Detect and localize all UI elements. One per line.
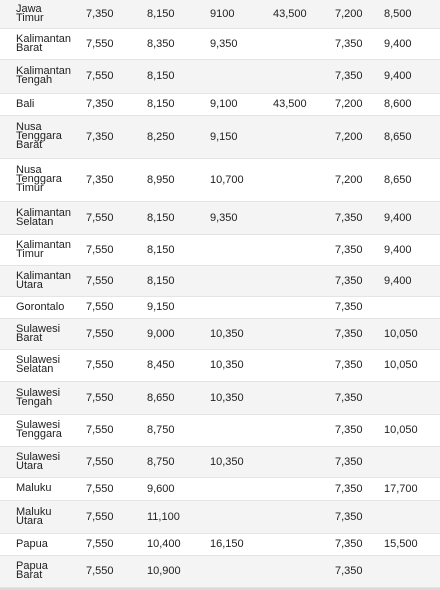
region-name: Sulawesi Tenggara — [16, 419, 62, 440]
region-cell — [0, 349, 84, 381]
table-row — [0, 533, 440, 555]
price-cell-c5: 7,350 — [335, 482, 363, 495]
price-cell-c2: 8,950 — [147, 173, 175, 186]
region-cell — [0, 28, 84, 59]
price-cell-c1: 7,350 — [86, 7, 114, 20]
price-cell-c1: 7,550 — [86, 243, 114, 256]
price-cell-c1: 7,550 — [86, 424, 114, 436]
region-cell — [0, 555, 84, 587]
price-cell-c3: 10,350 — [210, 359, 244, 371]
price-cell-c6: 9,400 — [384, 211, 412, 224]
price-cell-c2: 8,150 — [147, 211, 175, 224]
region-cell — [0, 0, 84, 28]
price-cell-c4 — [271, 446, 333, 477]
price-cell-c6: 9,400 — [384, 243, 412, 256]
price-cell-c2: 10,400 — [147, 538, 181, 550]
price-cell-c6 — [382, 381, 440, 414]
price-cell-c5: 7,350 — [335, 424, 363, 436]
price-cell-c5: 7,350 — [335, 243, 363, 256]
price-cell-c6: 8,650 — [384, 130, 412, 143]
price-cell-c3: 9,350 — [210, 211, 238, 224]
region-cell — [0, 533, 84, 555]
price-cell-c6: 17,700 — [384, 482, 418, 495]
price-cell-c5: 7,350 — [335, 510, 363, 523]
region-name: Kalimantan Barat — [16, 32, 72, 54]
region-name: Kalimantan Selatan — [16, 206, 72, 228]
price-cell-c3 — [208, 500, 271, 533]
table-row — [0, 446, 440, 477]
region-cell — [0, 201, 84, 234]
price-cell-c1: 7,350 — [86, 130, 114, 143]
price-cell-c6 — [382, 500, 440, 533]
table-row — [0, 158, 440, 201]
table-row — [0, 201, 440, 234]
price-cell-c2: 9,000 — [147, 327, 175, 340]
table-row — [0, 28, 440, 59]
price-cell-c5: 7,350 — [335, 37, 363, 50]
table-row — [0, 0, 440, 28]
price-cell-c3: 9100 — [210, 7, 235, 20]
table-row — [0, 381, 440, 414]
price-cell-c1: 7,550 — [86, 510, 114, 523]
price-cell-c6: 10,050 — [384, 424, 418, 436]
price-cell-c5: 7,350 — [335, 211, 363, 224]
price-cell-c5: 7,350 — [335, 274, 363, 287]
price-cell-c1: 7,550 — [86, 37, 114, 50]
price-cell-c1: 7,550 — [86, 327, 114, 340]
price-cell-c1: 7,550 — [86, 301, 114, 313]
price-cell-c1: 7,550 — [86, 70, 114, 82]
price-cell-c6 — [382, 296, 440, 318]
price-cell-c4: 43,500 — [273, 7, 307, 20]
price-cell-c2: 8,750 — [147, 455, 175, 468]
region-cell — [0, 296, 84, 318]
table-row — [0, 477, 440, 500]
table-row — [0, 59, 440, 93]
price-cell-c6: 8,650 — [384, 173, 412, 186]
price-cell-c1: 7,350 — [86, 173, 114, 186]
price-cell-c2: 8,650 — [147, 391, 175, 404]
region-cell — [0, 115, 84, 158]
price-cell-c3 — [208, 477, 271, 500]
price-cell-c2: 8,250 — [147, 130, 175, 143]
price-cell-c5: 7,200 — [335, 98, 363, 110]
region-cell — [0, 446, 84, 477]
price-cell-c4 — [271, 158, 333, 201]
price-cell-c2: 8,150 — [147, 7, 175, 20]
region-name: Kalimantan Tengah — [16, 65, 72, 86]
price-cell-c2: 8,150 — [147, 243, 175, 256]
region-cell — [0, 265, 84, 296]
price-cell-c6: 9,400 — [384, 70, 412, 82]
price-cell-c6: 8,500 — [384, 7, 412, 20]
price-cell-c4 — [271, 500, 333, 533]
price-cell-c4 — [271, 296, 333, 318]
price-cell-c4 — [271, 318, 333, 349]
table-row — [0, 318, 440, 349]
price-cell-c4 — [271, 201, 333, 234]
region-cell — [0, 158, 84, 201]
price-cell-c4 — [271, 59, 333, 93]
table-row — [0, 555, 440, 587]
price-cell-c4 — [271, 115, 333, 158]
region-cell — [0, 93, 84, 115]
region-name: Sulawesi Utara — [16, 450, 61, 472]
region-name: Papua — [16, 537, 48, 550]
price-cell-c5: 7,350 — [335, 391, 363, 404]
price-cell-c4 — [271, 477, 333, 500]
price-cell-c3 — [208, 234, 271, 265]
table-row — [0, 296, 440, 318]
price-cell-c4 — [271, 234, 333, 265]
price-cell-c3 — [208, 265, 271, 296]
price-cell-c6: 15,500 — [384, 538, 418, 550]
price-cell-c3: 10,350 — [210, 327, 244, 340]
price-cell-c6: 9,400 — [384, 37, 412, 50]
price-cell-c3: 10,350 — [210, 391, 244, 404]
price-cell-c3: 9,150 — [210, 130, 238, 143]
table-row — [0, 500, 440, 533]
price-cell-c6: 8,600 — [384, 98, 412, 110]
table-row — [0, 414, 440, 446]
price-cell-c6: 10,050 — [384, 327, 418, 340]
region-name: Maluku Utara — [16, 505, 52, 527]
price-cell-c5: 7,350 — [335, 455, 363, 468]
table-row — [0, 234, 440, 265]
price-cell-c4 — [271, 533, 333, 555]
region-cell — [0, 477, 84, 500]
region-name: Sulawesi Selatan — [16, 354, 61, 375]
price-cell-c5: 7,200 — [335, 7, 363, 20]
region-name: Maluku — [16, 482, 52, 494]
price-cell-c2: 11,100 — [147, 510, 180, 523]
price-cell-c5: 7,350 — [335, 538, 363, 550]
price-cell-c2: 8,750 — [147, 424, 175, 436]
price-cell-c3 — [208, 59, 271, 93]
price-cell-c1: 7,550 — [86, 565, 114, 577]
price-cell-c4: 43,500 — [273, 98, 307, 110]
price-cell-c1: 7,550 — [86, 359, 114, 371]
price-cell-c5: 7,200 — [335, 130, 363, 143]
region-name: Bali — [16, 97, 35, 110]
price-cell-c2: 8,150 — [147, 274, 175, 287]
region-name: Papua Barat — [16, 560, 48, 581]
price-cell-c5: 7,350 — [335, 301, 363, 313]
price-cell-c3 — [208, 296, 271, 318]
price-cell-c3: 9,100 — [210, 98, 238, 110]
price-cell-c5: 7,350 — [335, 565, 363, 577]
price-cell-c2: 8,350 — [147, 37, 175, 50]
price-cell-c6 — [382, 555, 440, 587]
table-row — [0, 93, 440, 115]
price-cell-c2: 8,150 — [147, 98, 175, 110]
price-cell-c6: 9,400 — [384, 274, 412, 287]
price-cell-c4 — [271, 555, 333, 587]
price-cell-c3: 9,350 — [210, 37, 238, 50]
region-cell — [0, 318, 84, 349]
region-cell — [0, 500, 84, 533]
price-cell-c2: 8,450 — [147, 359, 175, 371]
price-cell-c6 — [382, 446, 440, 477]
region-name: Jawa Timur — [16, 2, 44, 24]
price-cell-c3: 10,350 — [210, 455, 244, 468]
price-cell-c1: 7,550 — [86, 274, 114, 287]
price-cell-c2: 9,600 — [147, 482, 175, 495]
price-cell-c4 — [271, 381, 333, 414]
table-row — [0, 349, 440, 381]
price-cell-c3 — [208, 555, 271, 587]
region-name: Gorontalo — [16, 300, 65, 313]
price-cell-c2: 9,150 — [147, 301, 175, 313]
price-cell-c5: 7,350 — [335, 327, 363, 340]
price-cell-c4 — [271, 28, 333, 59]
table-row — [0, 265, 440, 296]
price-cell-c1: 7,550 — [86, 482, 114, 495]
price-cell-c4 — [271, 414, 333, 446]
region-name: Sulawesi Tengah — [16, 386, 61, 408]
region-name: Nusa Tenggara Timur — [16, 164, 62, 194]
price-cell-c6: 10,050 — [384, 359, 418, 371]
table-row — [0, 115, 440, 158]
price-cell-c1: 7,550 — [86, 538, 114, 550]
region-name: Kalimantan Utara — [16, 269, 72, 291]
price-cell-c1: 7,550 — [86, 211, 114, 224]
region-name: Sulawesi Barat — [16, 322, 61, 344]
price-cell-c3 — [208, 414, 271, 446]
price-cell-c1: 7,350 — [86, 98, 114, 110]
price-cell-c1: 7,550 — [86, 391, 114, 404]
price-cell-c4 — [271, 349, 333, 381]
region-cell — [0, 414, 84, 446]
price-cell-c5: 7,350 — [335, 359, 363, 371]
price-cell-c5: 7,200 — [335, 173, 363, 186]
price-cell-c4 — [271, 265, 333, 296]
price-cell-c3: 16,150 — [210, 538, 244, 550]
price-cell-c2: 10,900 — [147, 565, 181, 577]
price-cell-c1: 7,550 — [86, 455, 114, 468]
region-cell — [0, 59, 84, 93]
region-cell — [0, 234, 84, 265]
region-name: Kalimantan Timur — [16, 238, 72, 260]
price-cell-c5: 7,350 — [335, 70, 363, 82]
region-cell — [0, 381, 84, 414]
price-cell-c2: 8,150 — [147, 70, 175, 82]
region-name: Nusa Tenggara Barat — [16, 121, 62, 151]
price-cell-c3: 10,700 — [210, 173, 244, 186]
